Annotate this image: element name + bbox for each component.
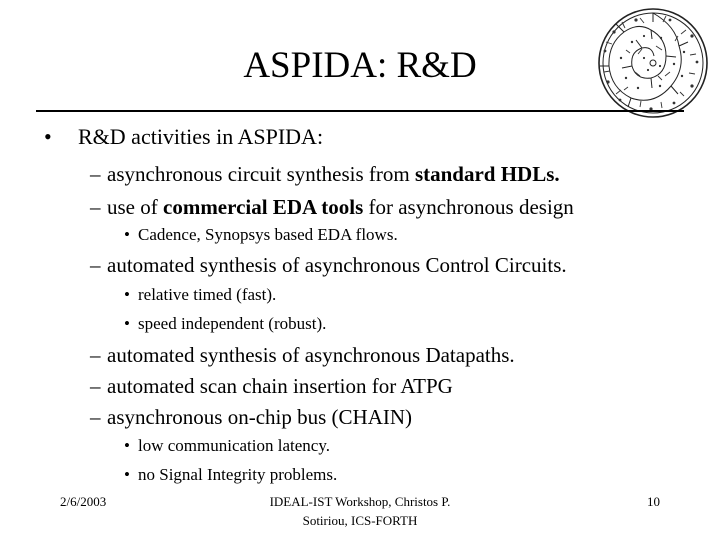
bullet-marker: •: [124, 285, 130, 304]
sub-list-item-text: relative timed (fast).: [138, 285, 277, 304]
bullet-marker: •: [124, 465, 130, 484]
bullet-marker: •: [124, 314, 130, 333]
bullet-marker: •: [124, 436, 130, 455]
footer-source: [240, 492, 480, 530]
sub-list-item-text: low communication latency.: [138, 436, 330, 455]
phaistos-disc-seal-icon: [596, 6, 710, 120]
dash-marker: –: [90, 405, 101, 429]
dash-marker: –: [90, 195, 101, 219]
dash-marker: –: [90, 343, 101, 367]
slide-title: ASPIDA: R&D: [243, 45, 477, 86]
title-underline: [36, 110, 684, 112]
list-item-text: asynchronous circuit synthesis from standard HDLs.: [107, 162, 560, 186]
dash-marker: –: [90, 162, 101, 186]
list-item-text: automated synthesis of asynchronous Control Circuits.: [107, 253, 567, 277]
footer-source-line2: Sotiriou, ICS-FORTH: [302, 513, 418, 528]
footer-date: 2/6/2003: [60, 494, 107, 509]
bullet-main-text: R&D activities in ASPIDA:: [78, 124, 324, 149]
list-item-text: use of commercial EDA tools for asynchronous design: [107, 195, 574, 219]
sub-list-item-text: no Signal Integrity problems.: [138, 465, 338, 484]
bullet-marker: •: [124, 225, 130, 244]
list-item-text: automated synthesis of asynchronous Datapaths.: [107, 343, 515, 367]
dash-marker: –: [90, 253, 101, 277]
list-item-text: automated scan chain insertion for ATPG: [107, 374, 453, 398]
dash-marker: –: [90, 374, 101, 398]
sub-list-item-text: Cadence, Synopsys based EDA flows.: [138, 225, 398, 244]
list-item-text: asynchronous on-chip bus (CHAIN): [107, 405, 413, 429]
footer-source-line1: IDEAL-IST Workshop, Christos P.: [269, 494, 451, 509]
page-number: 10: [647, 494, 660, 509]
sub-list-item-text: speed independent (robust).: [138, 314, 327, 333]
bullet-marker: •: [44, 124, 52, 149]
